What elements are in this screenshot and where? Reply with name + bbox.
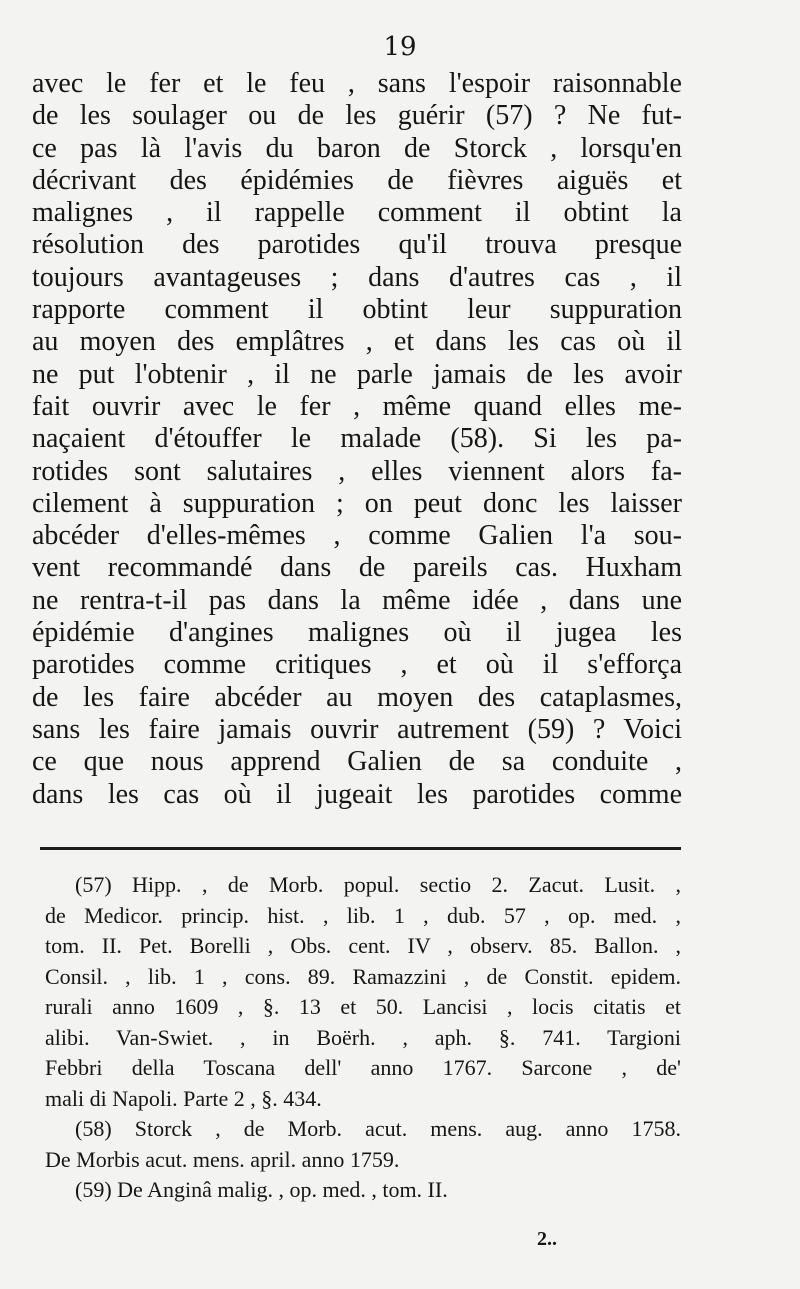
- text-line: dans les cas où il jugeait les parotides comme: [32, 778, 682, 810]
- text-line: toujours avantageuses ; dans d'autres cas , il: [32, 261, 682, 293]
- footnote-line: mali di Napoli. Parte 2 , §. 434.: [45, 1085, 322, 1111]
- text-line: ce pas là l'avis du baron de Storck , lorsqu'en: [32, 132, 682, 164]
- text-line: ce que nous apprend Galien de sa conduite ,: [32, 746, 682, 778]
- text-line: décrivant des épidémies de fièvres aiguës et: [32, 164, 682, 196]
- page-number: 19: [383, 32, 417, 62]
- text-line: naçaient d'étouffer le malade (58). Si les pa-: [32, 423, 682, 455]
- text-line: vent recommandé dans de pareils cas. Huxham: [32, 552, 682, 584]
- text-line: rotides sont salutaires , elles viennent alors fa-: [32, 455, 682, 487]
- text-line: abcéder d'elles-mêmes , comme Galien l'a sou-: [32, 520, 682, 552]
- footnotes: [45, 870, 681, 1206]
- footnote-line: (59) De Anginâ malig. , op. med. , tom. II.: [75, 1177, 448, 1202]
- text-line: cilement à suppuration ; on peut donc les laisser: [32, 487, 682, 519]
- footnote-line: tom. II. Pet. Borelli , Obs. cent. IV , observ. 85. Ballon. ,: [45, 933, 681, 958]
- footnote-line: de Medicor. princip. hist. , lib. 1 , dub. 57 , op. med. ,: [45, 902, 681, 928]
- footnote-line: Consil. , lib. 1 , cons. 89. Ramazzini , de Constit. epidem.: [45, 963, 681, 989]
- footnote-separator: [40, 847, 681, 850]
- text-line: de les soulager ou de les guérir (57) ? Ne fut-: [32, 100, 682, 132]
- text-line: au moyen des emplâtres , et dans les cas où il: [32, 326, 682, 358]
- text-line: sans les faire jamais ouvrir autrement (59) ? Voici: [32, 713, 682, 745]
- text-line: rapporte comment il obtint leur suppuration: [32, 294, 682, 326]
- text-line: de les faire abcéder au moyen des cataplasmes,: [32, 681, 682, 713]
- text-line: ne put l'obtenir , il ne parle jamais de les avoir: [32, 358, 682, 390]
- signature-mark: 2..: [537, 1228, 557, 1250]
- main-text: [32, 68, 682, 811]
- text-line: malignes , il rappelle comment il obtint la: [32, 197, 682, 229]
- footnote-line: (57) Hipp. , de Morb. popul. sectio 2. Zacut. Lusit. ,: [75, 872, 681, 897]
- text-line: ne rentra-t-il pas dans la même idée , dans une: [32, 584, 682, 616]
- text-line: épidémie d'angines malignes où il jugea les: [32, 617, 682, 649]
- text-line: résolution des parotides qu'il trouva presque: [32, 229, 682, 261]
- footnote-line: (58) Storck , de Morb. acut. mens. aug. anno 1758.: [75, 1116, 681, 1141]
- footnote-line: Febbri della Toscana dell' anno 1767. Sarcone , de': [45, 1055, 681, 1080]
- footnote-line: De Morbis acut. mens. april. anno 1759.: [45, 1146, 400, 1172]
- footnote-line: alibi. Van-Swiet. , in Boërh. , aph. §. 741. Targioni: [45, 1024, 681, 1050]
- footnote-line: rurali anno 1609 , §. 13 et 50. Lancisi , locis citatis et: [45, 994, 681, 1019]
- text-line: fait ouvrir avec le fer , même quand elles me-: [32, 390, 682, 422]
- text-line: parotides comme critiques , et où il s'efforça: [32, 649, 682, 681]
- text-line: avec le fer et le feu , sans l'espoir raisonnable: [32, 68, 682, 99]
